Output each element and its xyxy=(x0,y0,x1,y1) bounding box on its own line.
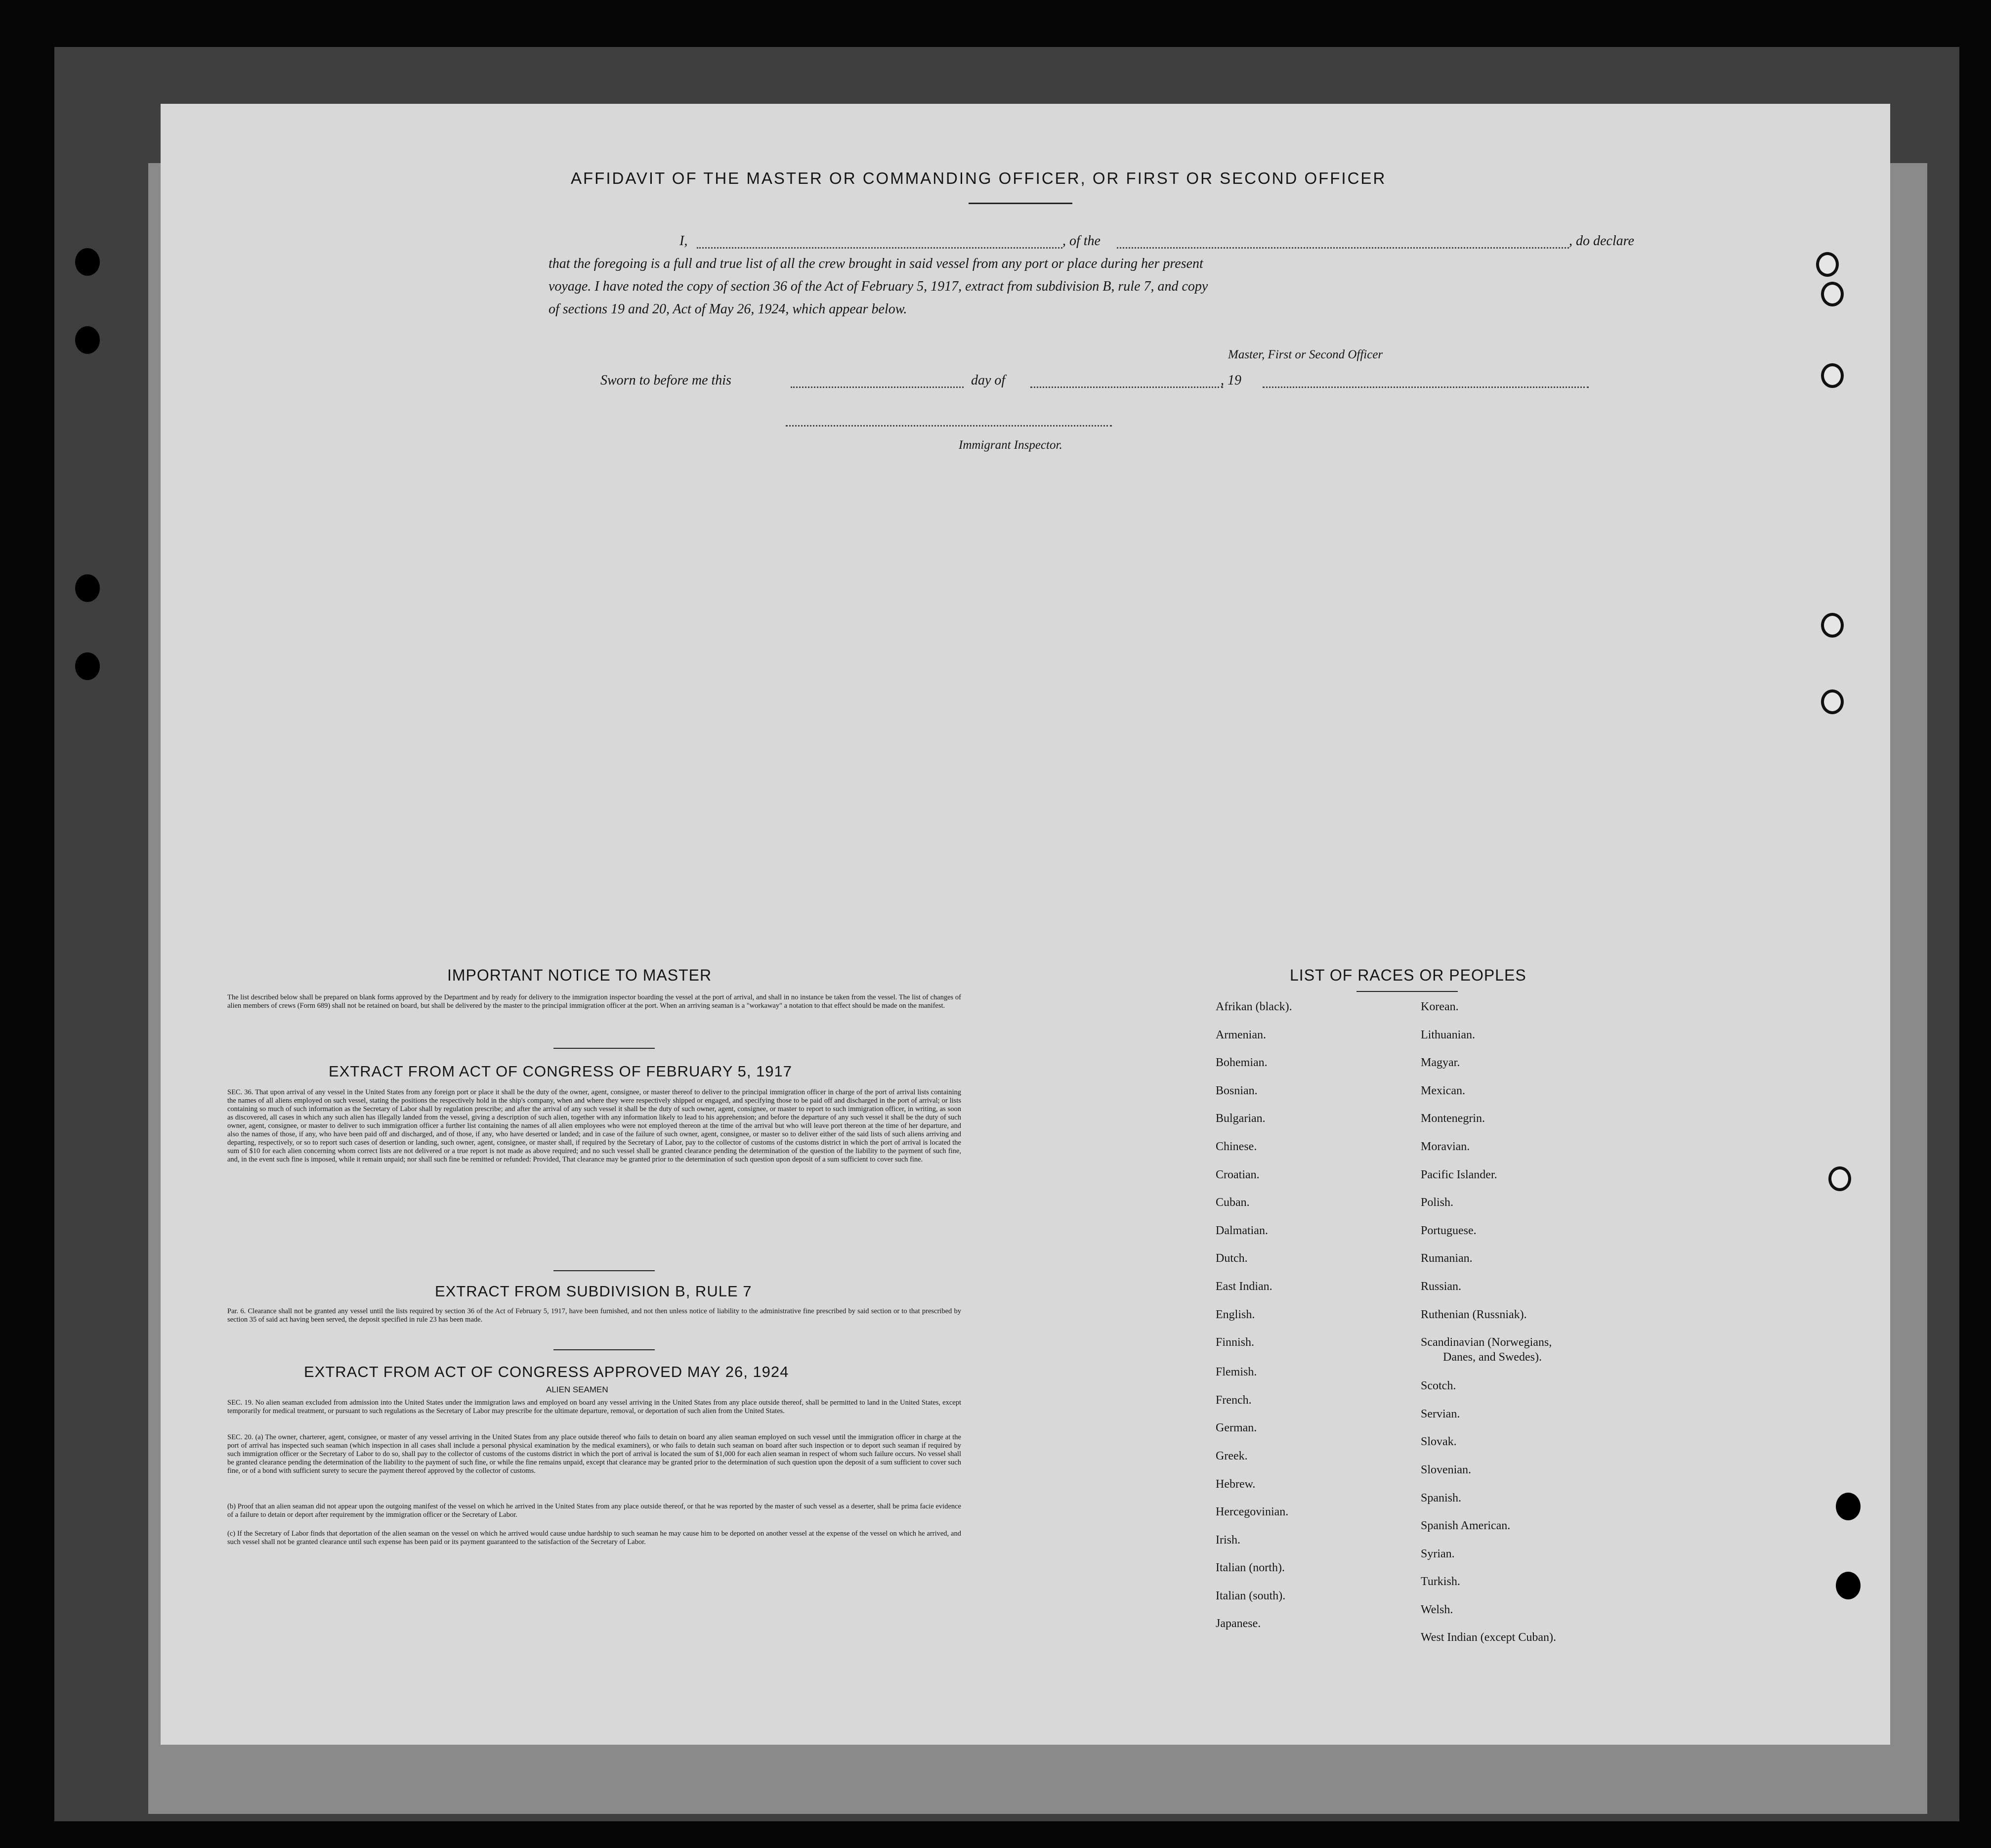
race-item: Cuban. xyxy=(1216,1196,1250,1209)
race-item: Russian. xyxy=(1421,1280,1462,1293)
races-title: LIST OF RACES OR PEOPLES xyxy=(1290,966,1526,984)
race-item: Spanish. xyxy=(1421,1491,1462,1504)
race-item: Hebrew. xyxy=(1216,1477,1256,1491)
extract-rule7-title: EXTRACT FROM SUBDIVISION B, RULE 7 xyxy=(435,1283,752,1300)
race-item: Ruthenian (Russniak). xyxy=(1421,1308,1527,1321)
race-item: Croatian. xyxy=(1216,1168,1260,1181)
race-item: Mexican. xyxy=(1421,1084,1465,1097)
race-item: Bosnian. xyxy=(1216,1084,1258,1097)
extract-1917-body: SEC. 36. That upon arrival of any vessel in the United States from any foreign port or place it shall be the duty of the owner, agent, consignee, or master thereof to deliver to the principal immigration officer in charge of the port of arrival lists containing the names of all aliens employed on such vessel, stating the positions the respectively hold in the ship's company, when and where they were respectively shipped or engaged, and specifying those to be paid off and discharged in the port of arrival; or lists containing so much of such information as the Secretary of Labor shall by regulation prescribe; and after the arrival of any such vessel it shall be the duty of such owner, agent, consignee, or master to report to such immigration officer, in writing, as soon as discovered, all cases in which any such alien has illegally landed from the vessel, giving a description of such alien, together with any information likely to lead to his apprehension; and before the departure of any such vessel it shall be the duty of such owner, agent, consignee, or master to deliver to such immigration officer a further list containing the names of all alien employees who were not employed thereon at the time of the arrival but who will leave port thereon at the time of her departure, and also the names of those, if any, who have been paid off and discharged, and of those, if any, who have deserted or landed; and in case of the failure of such owner, agent, consignee, or master so to deliver either of the said lists of such aliens arriving and departing, respectively, or so to report such cases of desertion or landing, such owner, agent, consignee, or master shall, if required by the Secretary of Labor, pay to the collector of customs of the customs district in which the port of arrival is located the sum of $10 for each alien concerning whom correct lists are not delivered or a true report is not made as above required; and no such vessel shall be granted clearance pending the determination of the question of the liability to the payment of such fine, and, in the event such fine is imposed, while it remain unpaid; nor shall such fine be remitted or refunded: Provided, That clearance may be granted prior to the determination of such question upon deposit of a sum sufficient to cover such fine. xyxy=(227,1088,961,1163)
race-item: Moravian. xyxy=(1421,1140,1470,1153)
sworn-text: Sworn to before me this xyxy=(600,373,731,388)
binder-hole xyxy=(1821,689,1844,714)
punch-hole xyxy=(75,248,100,276)
races-column-2 xyxy=(1421,999,1556,1658)
binder-hole-filled xyxy=(1836,1572,1861,1599)
declaration-line-2: that the foregoing is a full and true list of all the crew brought in said vessel from any port or place during her present xyxy=(549,256,1203,271)
race-item: Korean. xyxy=(1421,1000,1459,1013)
sec19-text: SEC. 19. No alien seaman excluded from admission into the United States under the immigration laws and employed on board any vessel arriving in the United States from any place outside thereof, shall be permitted to land in the United States, except temporarily for medical treatment, or pursuant to such regulations as the Secretary of Labor may prescribe for the ultimate departure, removal, or deportation of such alien from the United States. xyxy=(227,1399,961,1415)
race-item: English. xyxy=(1216,1308,1255,1321)
race-item: Portuguese. xyxy=(1421,1224,1477,1237)
race-item: French. xyxy=(1216,1393,1252,1407)
race-item: Scotch. xyxy=(1421,1379,1456,1393)
race-item: Dutch. xyxy=(1216,1252,1248,1265)
punch-hole xyxy=(75,326,100,354)
sec20b-text: (b) Proof that an alien seaman did not appear upon the outgoing manifest of the vessel on which he arrived in the United States from any place outside thereof, or that he was reported by the master of such vessel as a deserter, shall be prima facie evidence of a failure to detain or deport after requirement by the immigration officer or the Secretary of Labor. xyxy=(227,1503,961,1519)
race-item: Irish. xyxy=(1216,1533,1240,1547)
document-page xyxy=(161,104,1890,1745)
sec20c-text: (c) If the Secretary of Labor finds that deportation of the alien seaman on the vessel on which he arrived would cause undue hardship to such seaman he may cause him to be deported on another vessel at the expense of the vessel on which he arrived, and such vessel shall not be granted clearance until such expense has been paid or its payment guaranteed to the satisfaction of the Secretary of Labor. xyxy=(227,1530,961,1546)
race-item: Pacific Islander. xyxy=(1421,1168,1497,1181)
sworn-day-field[interactable] xyxy=(791,387,964,388)
race-item: Flemish. xyxy=(1216,1366,1257,1379)
divider xyxy=(553,1270,655,1271)
race-item: Danes, and Swedes). xyxy=(1443,1351,1542,1364)
races-column-1 xyxy=(1216,999,1292,1644)
race-item: Scandinavian (Norwegians, xyxy=(1421,1336,1552,1349)
race-item: West Indian (except Cuban). xyxy=(1421,1631,1556,1644)
declaration-of-the: , of the xyxy=(1062,233,1101,249)
extract-rule7-body: Par. 6. Clearance shall not be granted any vessel until the lists required by section 36 of the Act of February 5, 1917, have been furnished, and not then unless notice of liability to the administrative fine prescribed by said section or to that prescribed by section 35 of said act having been served, the deposit specified in rule 23 has been made. xyxy=(227,1307,961,1324)
race-item: Japanese. xyxy=(1216,1617,1261,1631)
race-item: German. xyxy=(1216,1421,1257,1435)
race-item: Hercegovinian. xyxy=(1216,1505,1289,1519)
day-of-label: day of xyxy=(971,373,1006,388)
vessel-field[interactable] xyxy=(1117,247,1569,249)
inspector-label: Immigrant Inspector. xyxy=(959,438,1062,452)
punch-hole xyxy=(75,574,100,602)
race-item: Italian (south). xyxy=(1216,1589,1286,1602)
binder-hole xyxy=(1821,363,1844,388)
race-item: Bohemian. xyxy=(1216,1056,1268,1070)
name-field[interactable] xyxy=(697,247,1062,249)
race-item: Afrikan (black). xyxy=(1216,1000,1292,1013)
race-item: Chinese. xyxy=(1216,1140,1257,1153)
race-item: Rumanian. xyxy=(1421,1252,1473,1265)
year-prefix: , 19 xyxy=(1221,373,1241,388)
race-item: Montenegrin. xyxy=(1421,1112,1485,1125)
race-item: Dalmatian. xyxy=(1216,1224,1268,1237)
divider xyxy=(553,1048,655,1049)
declaration-i: I, xyxy=(679,233,688,249)
extract-1917-title: EXTRACT FROM ACT OF CONGRESS OF FEBRUARY 5, 1917 xyxy=(329,1063,793,1080)
master-label: Master, First or Second Officer xyxy=(1228,348,1383,361)
race-item: Greek. xyxy=(1216,1449,1248,1462)
race-item: East Indian. xyxy=(1216,1280,1272,1293)
punch-hole xyxy=(75,652,100,680)
race-item: Lithuanian. xyxy=(1421,1028,1475,1041)
sec20a-text: SEC. 20. (a) The owner, charterer, agent, consignee, or master of any vessel arriving in the United States from any place outside thereof who fails to detain on board any alien seaman employed on such vessel until the immigration officer in charge at the port of arrival has inspected such seaman (which inspection in all cases shall include a personal physical examination by the medical examiners), or who fails to detain such seaman on board after such inspection or to deport such seaman if required by such immigration officer or the Secretary of Labor to do so, shall pay to the collector of customs of the customs district in which the port of arrival is located the sum of $1,000 for each alien seaman in respect of whom such failure occurs. No vessel shall be granted clearance pending the determination of the liability to the payment of such fine, or while the fine remains unpaid, except that clearance may be granted prior to the determination of such question upon the deposit of a sum sufficient to cover such fine, or of a bond with sufficient surety to secure the payment thereof approved by the collector of customs. xyxy=(227,1433,961,1475)
binder-hole xyxy=(1828,1166,1851,1191)
race-item: Italian (north). xyxy=(1216,1561,1285,1575)
race-item: Finnish. xyxy=(1216,1336,1255,1349)
race-item: Syrian. xyxy=(1421,1547,1455,1560)
binder-hole xyxy=(1821,282,1844,306)
notice-title: IMPORTANT NOTICE TO MASTER xyxy=(447,966,712,984)
race-item: Armenian. xyxy=(1216,1028,1266,1041)
extract-1924-title: EXTRACT FROM ACT OF CONGRESS APPROVED MAY 26, 1924 xyxy=(304,1363,789,1380)
declaration-line-3: voyage. I have noted the copy of section 36 of the Act of February 5, 1917, extract from subdivision B, rule 7, and copy xyxy=(549,279,1208,294)
race-item: Slovenian. xyxy=(1421,1463,1471,1476)
race-item: Polish. xyxy=(1421,1196,1454,1209)
binder-hole xyxy=(1816,252,1839,277)
race-item: Magyar. xyxy=(1421,1056,1460,1070)
affidavit-title: AFFIDAVIT OF THE MASTER OR COMMANDING OFFICER, OR FIRST OR SECOND OFFICER xyxy=(571,169,1387,187)
race-item: Slovak. xyxy=(1421,1435,1457,1449)
divider xyxy=(553,1349,655,1350)
title-underline xyxy=(969,203,1072,204)
extract-1924-subtitle: ALIEN SEAMEN xyxy=(546,1385,608,1394)
races-title-underline xyxy=(1356,991,1458,992)
race-item: Spanish American. xyxy=(1421,1519,1511,1533)
binder-hole-filled xyxy=(1836,1493,1861,1520)
sworn-month-field[interactable] xyxy=(1030,387,1223,388)
race-item: Servian. xyxy=(1421,1407,1460,1420)
declaration-line-4: of sections 19 and 20, Act of May 26, 1924, which appear below. xyxy=(549,301,907,317)
inspector-signature-field[interactable] xyxy=(786,425,1112,427)
binder-hole xyxy=(1821,613,1844,638)
race-item: Welsh. xyxy=(1421,1603,1453,1616)
master-signature-field[interactable] xyxy=(1263,387,1589,388)
race-item: Turkish. xyxy=(1421,1575,1460,1589)
declaration-do-declare: , do declare xyxy=(1569,233,1634,249)
race-item: Bulgarian. xyxy=(1216,1112,1266,1125)
notice-body: The list described below shall be prepared on blank forms approved by the Department and by ready for delivery to the immigration inspector boarding the vessel at the port of arrival, and shall in no instance be taken from the vessel. The list of changes of alien members of crews (Form 689) shall not be retained on board, but shall be delivered by the master to the principal immigration officer at the port. When an arriving seaman is a "workaway" a notation to that effect should be made on the manifest. xyxy=(227,993,961,1010)
